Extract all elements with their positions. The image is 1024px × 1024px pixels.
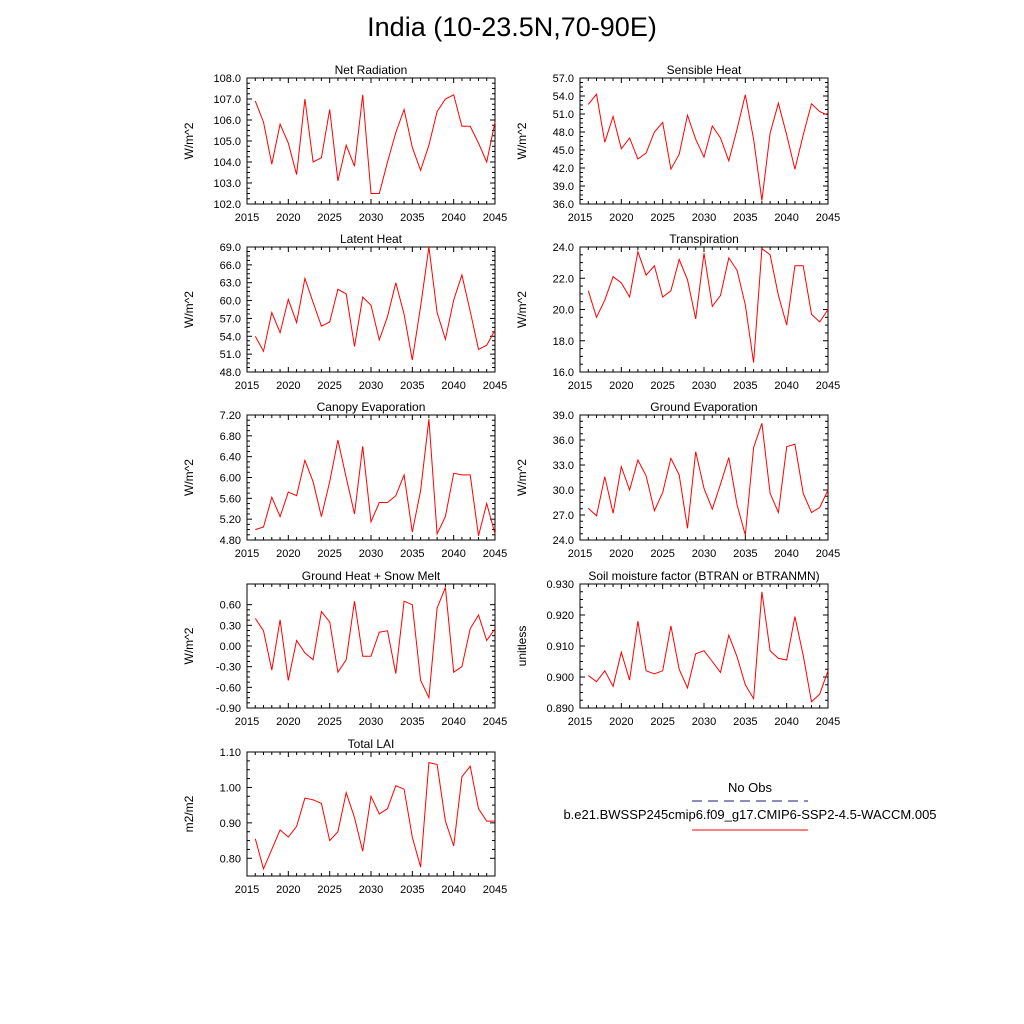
legend-model-line [690,826,810,834]
x-tick-label: 2040 [441,380,466,392]
series-line-ground-evaporation [588,423,828,535]
x-tick-label: 2020 [276,716,301,728]
x-tick-label: 2015 [567,548,593,560]
x-tick-label: 2045 [482,716,508,728]
y-tick-label: 24.0 [552,242,574,254]
y-tick-label: 106.0 [213,115,241,127]
y-tick-label: 57.0 [219,313,241,326]
y-tick-label: 0.920 [546,610,574,622]
x-tick-label: 2045 [482,380,508,392]
y-tick-label: 39.0 [552,181,574,193]
x-tick-label: 2015 [567,380,593,392]
plot-frame [580,78,828,204]
plot-frame [247,247,495,372]
y-tick-label: 57.0 [552,73,574,85]
y-tick-label: 30.0 [552,485,574,497]
legend-model [540,807,960,834]
y-tick-label: 1.10 [219,747,241,759]
legend-model-label: b.e21.BWSSP245cmip6.f09_g17.CMIP6-SSP2-4.5-WACCM.005 [563,807,937,822]
plot-frame [247,78,495,204]
x-tick-label: 2035 [400,380,425,392]
legend-obs-line [690,797,810,805]
x-tick-label: 2015 [567,716,593,728]
series-line-total-lai [255,763,495,869]
x-tick-label: 2020 [609,548,634,560]
x-tick-label: 2030 [358,212,384,224]
y-tick-label: 6.80 [219,430,241,443]
y-tick-label: 39.0 [552,410,574,422]
x-tick-label: 2015 [567,212,593,224]
panel-title: Ground Evaporation [650,400,758,414]
series-line-transpiration [588,249,828,363]
y-tick-label: -0.60 [215,682,241,695]
x-tick-label: 2020 [609,716,634,728]
panel-latent-heat [182,232,507,392]
x-tick-label: 2035 [400,548,425,560]
series-line-ground-heat-snow-melt [255,587,495,697]
y-tick-label: 45.0 [552,145,574,157]
y-tick-label: 0.30 [219,620,241,633]
y-tick-label: 0.60 [219,599,241,612]
y-tick-label: 36.0 [552,199,574,211]
y-tick-label: 7.20 [219,410,241,422]
x-tick-label: 2045 [482,884,508,896]
y-tick-label: 18.0 [552,335,574,348]
plot-frame [247,584,495,708]
y-tick-label: 0.00 [219,641,241,653]
series-line-soil-moisture-factor-btran-or-btranmn [588,592,828,702]
x-tick-label: 2020 [276,548,301,560]
panel-soil-moisture-factor-btran-or-btranmn [515,569,840,728]
x-tick-label: 2020 [276,212,301,224]
y-tick-label: 22.0 [552,273,574,286]
plot-frame [580,247,828,372]
x-tick-label: 2030 [358,548,384,560]
y-tick-label: 20.0 [552,304,574,317]
y-tick-label: 108.0 [213,73,241,85]
legend-obs-label: No Obs [727,780,773,795]
y-axis-label: m2/m2 [182,795,196,833]
y-tick-label: 60.0 [219,295,241,308]
y-tick-label: 102.0 [213,199,241,211]
plot-frame [580,415,828,540]
y-tick-label: 6.00 [219,472,241,485]
y-axis-label: W/m^2 [182,122,196,160]
panel-title: Sensible Heat [666,63,742,77]
series-line-latent-heat [255,247,495,360]
x-tick-label: 2040 [441,548,466,560]
panel-net-radiation [182,63,507,224]
y-tick-label: 51.0 [552,109,574,121]
x-tick-label: 2040 [441,884,466,896]
x-tick-label: 2025 [650,380,675,392]
y-axis-label: W/m^2 [515,122,529,160]
y-tick-label: 5.20 [219,514,241,527]
x-tick-label: 2020 [276,884,301,896]
legend-obs [540,780,960,805]
x-tick-label: 2015 [234,212,260,224]
y-tick-label: 48.0 [219,367,241,379]
y-tick-label: 4.80 [219,535,241,547]
y-tick-label: 0.80 [219,853,241,866]
x-tick-label: 2030 [691,716,717,728]
y-tick-label: 0.890 [546,703,574,715]
x-tick-label: 2035 [400,884,425,896]
x-tick-label: 2025 [317,212,342,224]
x-tick-label: 2015 [234,716,260,728]
y-axis-label: unitless [515,625,529,667]
y-axis-label: W/m^2 [515,291,529,328]
x-tick-label: 2035 [733,548,758,560]
y-axis-label: W/m^2 [515,459,529,496]
y-tick-label: 105.0 [213,136,241,148]
y-tick-label: 0.90 [219,817,241,830]
y-axis-label: W/m^2 [182,627,196,665]
y-tick-label: 27.0 [552,510,574,522]
y-tick-label: 36.0 [552,435,574,447]
y-tick-label: 103.0 [213,178,241,190]
y-tick-label: 69.0 [219,242,241,254]
y-tick-label: 16.0 [552,367,574,379]
x-tick-label: 2030 [358,380,384,392]
x-tick-label: 2020 [609,380,634,392]
y-axis-label: W/m^2 [182,291,196,328]
y-tick-label: 54.0 [219,331,241,344]
x-tick-label: 2040 [774,380,799,392]
x-tick-label: 2025 [650,716,675,728]
x-tick-label: 2035 [400,716,425,728]
y-tick-label: 0.900 [546,672,574,684]
x-tick-label: 2020 [609,212,634,224]
x-tick-label: 2025 [317,716,342,728]
y-axis-label: W/m^2 [182,459,196,496]
x-tick-label: 2020 [276,380,301,392]
x-tick-label: 2045 [815,380,841,392]
x-tick-label: 2035 [400,212,425,224]
x-tick-label: 2045 [482,548,508,560]
x-tick-label: 2025 [317,884,342,896]
panel-transpiration [515,232,840,392]
x-tick-label: 2045 [815,212,841,224]
y-tick-label: 104.0 [213,157,241,169]
x-tick-label: 2025 [650,548,675,560]
x-tick-label: 2015 [234,548,260,560]
plot-frame [580,584,828,708]
x-tick-label: 2045 [482,212,508,224]
series-line-net-radiation [255,95,495,194]
y-tick-label: 107.0 [213,94,241,106]
x-tick-label: 2025 [317,548,342,560]
x-tick-label: 2030 [358,884,384,896]
panel-total-lai [182,737,507,896]
y-tick-label: 0.910 [546,641,574,653]
y-tick-label: -0.90 [215,703,241,715]
x-tick-label: 2035 [733,716,758,728]
series-line-canopy-evaporation [255,419,495,536]
panel-sensible-heat [515,63,840,224]
y-tick-label: -0.30 [215,661,241,674]
x-tick-label: 2030 [691,212,717,224]
page-title: India (10-23.5N,70-90E) [367,12,657,42]
y-tick-label: 24.0 [552,535,574,547]
panel-ground-heat-snow-melt [182,569,507,728]
y-tick-label: 5.60 [219,493,241,506]
x-tick-label: 2025 [317,380,342,392]
y-tick-label: 0.930 [546,579,574,591]
x-tick-label: 2045 [815,548,841,560]
x-tick-label: 2040 [441,716,466,728]
x-tick-label: 2030 [358,716,384,728]
series-line-sensible-heat [588,94,828,200]
panel-ground-evaporation [515,400,840,560]
x-tick-label: 2040 [774,212,799,224]
y-tick-label: 66.0 [219,259,241,272]
x-tick-label: 2035 [733,212,758,224]
panel-title: Ground Heat + Snow Melt [301,569,441,583]
panel-title: Net Radiation [334,63,408,77]
panel-title: Canopy Evaporation [316,400,426,414]
x-tick-label: 2040 [774,548,799,560]
y-tick-label: 1.00 [219,782,241,795]
y-tick-label: 54.0 [552,91,574,103]
panel-title: Total LAI [347,737,395,751]
x-tick-label: 2015 [234,380,260,392]
panel-title: Latent Heat [339,232,403,246]
x-tick-label: 2025 [650,212,675,224]
x-tick-label: 2040 [441,212,466,224]
y-tick-label: 63.0 [219,277,241,290]
x-tick-label: 2030 [691,548,717,560]
y-tick-label: 42.0 [552,163,574,175]
x-tick-label: 2030 [691,380,717,392]
x-tick-label: 2015 [234,884,260,896]
y-tick-label: 48.0 [552,127,574,139]
x-tick-label: 2035 [733,380,758,392]
panel-title: Soil moisture factor (BTRAN or BTRANMN) [588,569,820,583]
x-tick-label: 2040 [774,716,799,728]
y-tick-label: 6.40 [219,451,241,464]
y-tick-label: 51.0 [219,349,241,362]
panel-canopy-evaporation [182,400,507,560]
panel-title: Transpiration [669,232,739,246]
y-tick-label: 33.0 [552,460,574,472]
x-tick-label: 2045 [815,716,841,728]
